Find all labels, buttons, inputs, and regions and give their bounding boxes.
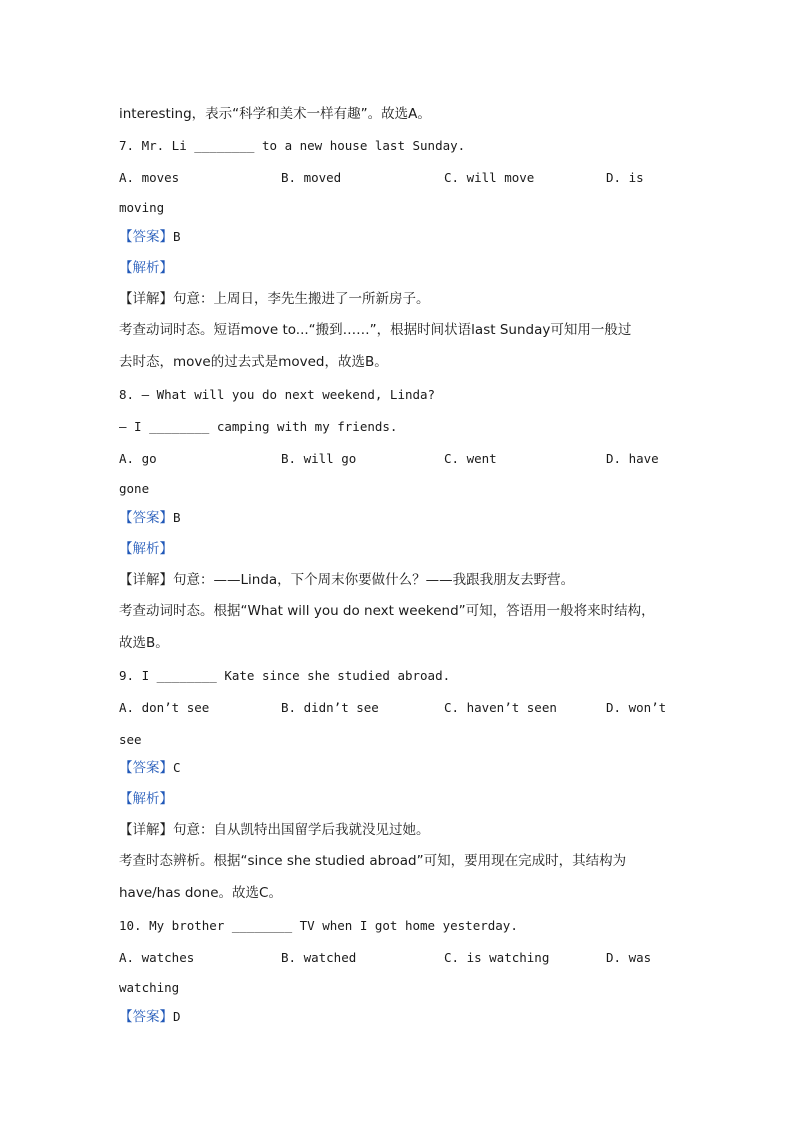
q8-answer-tag: 【答案】	[119, 510, 173, 526]
q7-detail-text: 句意：上周日，李先生搬进了一所新房子。	[173, 291, 430, 307]
q9-explanation-line-1: 考查时态辨析。根据“since she studied abroad”可知，要用现在完成时，其结构为	[119, 853, 627, 869]
q9-explanation-line-2: have/has done。故选C。	[119, 885, 282, 901]
q7-option-b: B. moved	[281, 170, 342, 185]
q7-option-a: A. moves	[119, 170, 180, 185]
q7-explanation-line-1: 考查动词时态。短语move to...“搬到……”，根据时间状语last Sunday可知用一般过	[119, 322, 632, 338]
q8-stem-line-2: — I ________ camping with my friends.	[119, 419, 398, 434]
q8-detail	[119, 572, 574, 588]
q8-detail-text: 句意：——Linda，下个周末你要做什么？——我跟我朋友去野营。	[173, 572, 575, 588]
q9-stem: 9. I ________ Kate since she studied abroad.	[119, 668, 451, 683]
q9-option-d-continued: see	[119, 732, 142, 747]
q9-option-a: A. don’t see	[119, 700, 210, 715]
q10-stem: 10. My brother ________ TV when I got home yesterday.	[119, 918, 518, 933]
q7-option-d-continued: moving	[119, 200, 165, 215]
q8-explanation-line-1: 考查动词时态。根据“What will you do next weekend”可知，答语用一般将来时结构，	[119, 603, 655, 619]
q8-analysis	[119, 541, 173, 557]
q9-option-b: B. didn’t see	[281, 700, 379, 715]
q9-analysis-tag: 【解析】	[119, 791, 173, 807]
q7-analysis	[119, 260, 173, 276]
q7-answer	[119, 229, 181, 245]
previous-explanation-line: interesting，表示“科学和美术一样有趣”。故选A。	[119, 106, 431, 122]
q8-answer	[119, 510, 181, 526]
q8-option-b: B. will go	[281, 451, 357, 466]
q7-option-c: C. will move	[444, 170, 535, 185]
q10-option-a: A. watches	[119, 950, 195, 965]
q8-option-d: D. have	[606, 451, 659, 466]
q10-option-d: D. was	[606, 950, 652, 965]
q8-analysis-tag: 【解析】	[119, 541, 173, 557]
q9-answer	[119, 760, 181, 776]
q7-explanation-line-2: 去时态，move的过去式是moved，故选B。	[119, 354, 388, 370]
q7-detail-tag: 【详解】	[119, 291, 173, 307]
q9-answer-tag: 【答案】	[119, 760, 173, 776]
q9-detail-text: 句意：自从凯特出国留学后我就没见过她。	[173, 822, 430, 838]
q9-detail-tag: 【详解】	[119, 822, 173, 838]
q9-analysis	[119, 791, 173, 807]
q8-detail-tag: 【详解】	[119, 572, 173, 588]
q7-detail	[119, 291, 430, 307]
q8-option-d-continued: gone	[119, 481, 150, 496]
q10-answer-value: D	[173, 1009, 181, 1024]
q8-stem-line-1: 8. — What will you do next weekend, Linda?	[119, 387, 436, 402]
q9-answer-value: C	[173, 760, 181, 775]
q8-answer-value: B	[173, 510, 181, 525]
q10-option-b: B. watched	[281, 950, 357, 965]
q8-option-a: A. go	[119, 451, 157, 466]
q7-answer-value: B	[173, 229, 181, 244]
q10-option-c: C. is watching	[444, 950, 550, 965]
q8-option-c: C. went	[444, 451, 497, 466]
q10-answer-tag: 【答案】	[119, 1009, 173, 1025]
q10-answer	[119, 1009, 181, 1025]
q7-answer-tag: 【答案】	[119, 229, 173, 245]
q10-option-d-continued: watching	[119, 980, 180, 995]
q7-stem: 7. Mr. Li ________ to a new house last Sunday.	[119, 138, 466, 153]
q9-option-d: D. won’t	[606, 700, 667, 715]
q7-option-d: D. is	[606, 170, 644, 185]
q9-detail	[119, 822, 430, 838]
q8-explanation-line-2: 故选B。	[119, 635, 169, 651]
q9-option-c: C. haven’t seen	[444, 700, 557, 715]
q7-analysis-tag: 【解析】	[119, 260, 173, 276]
